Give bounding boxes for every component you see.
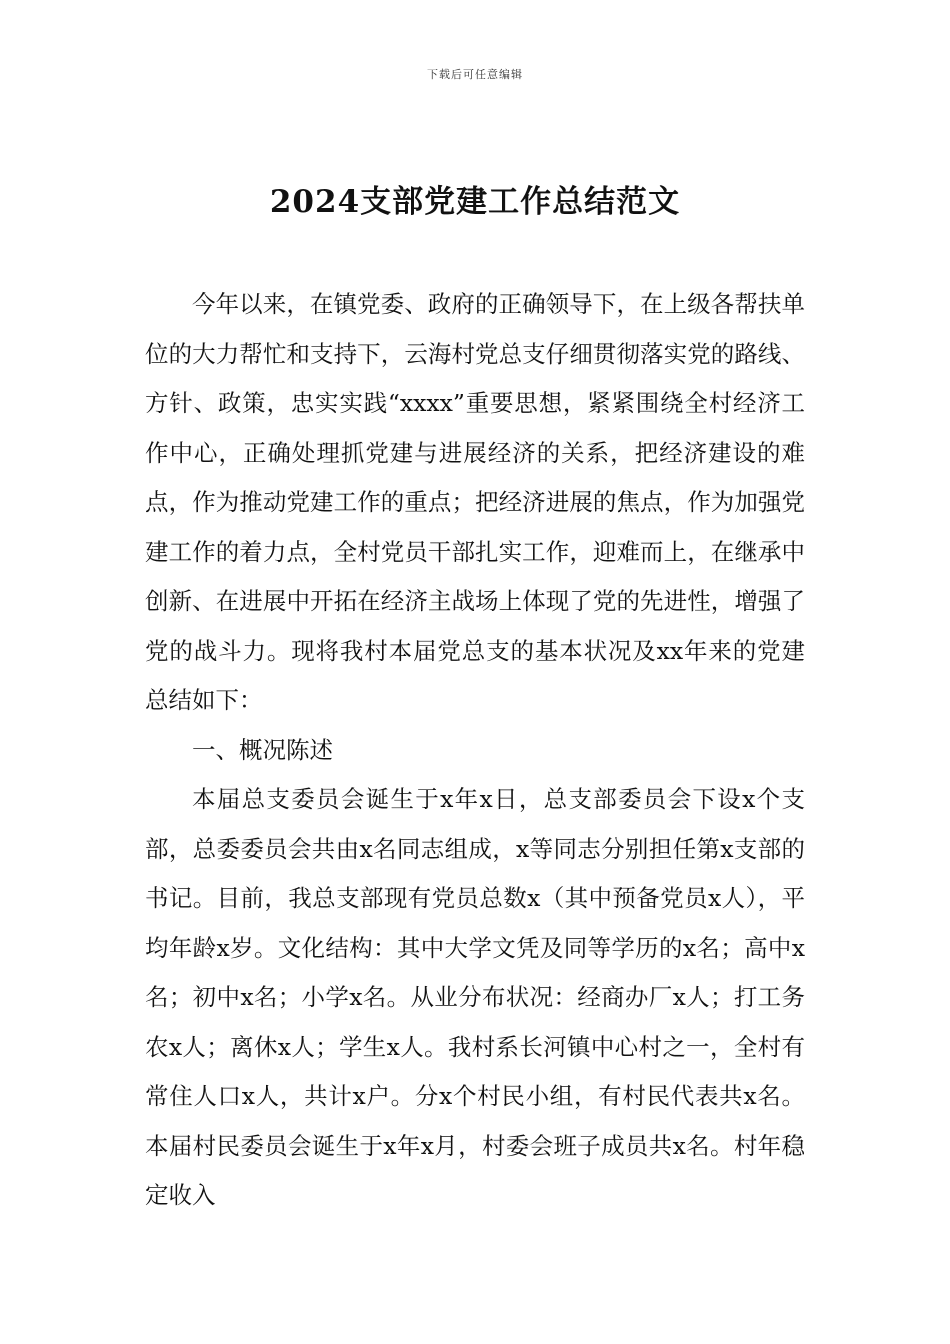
intro-paragraph: 今年以来，在镇党委、政府的正确领导下，在上级各帮扶单位的大力帮忙和支持下，云海村党总支仔细贯彻落实党的路线、方针、政策，忠实实践“xxxx”重要思想，紧紧围绕全村经济工作中心，正确处理抓党建与进展经济的关系，把经济建设的难点，作为推动党建工作的重点；把经济进展的焦点，作为加强党建工作的着力点，全村党员干部扎实工作，迎难而上，在继承中创新、在进展中开拓在经济主战场上体现了党的先进性，增强了党的战斗力。现将我村本届党总支的基本状况及xx年来的党建总结如下： (145, 290, 805, 714)
document-title: 2024支部党建工作总结范文 (269, 184, 681, 220)
header-note: 下载后可任意编辑 (427, 68, 523, 81)
document-body (145, 280, 805, 1221)
section-paragraph: 本届总支委员会诞生于x年x日，总支部委员会下设x个支部，总委委员会共由x名同志组成，x等同志分别担任第x支部的书记。目前，我总支部现有党员总数x（其中预备党员x人），平均年龄x岁。文化结构：其中大学文凭及同等学历的x名；高中x名；初中x名；小学x名。从业分布状况：经商办厂x人；打工务农x人；离休x人；学生x人。我村系长河镇中心村之一，全村有常住人口x人，共计x户。分x个村民小组，有村民代表共x名。本届村民委员会诞生于x年x月，村委会班子成员共x名。村年稳定收入 (145, 785, 805, 1209)
section-heading: 一、概况陈述 (192, 735, 333, 764)
